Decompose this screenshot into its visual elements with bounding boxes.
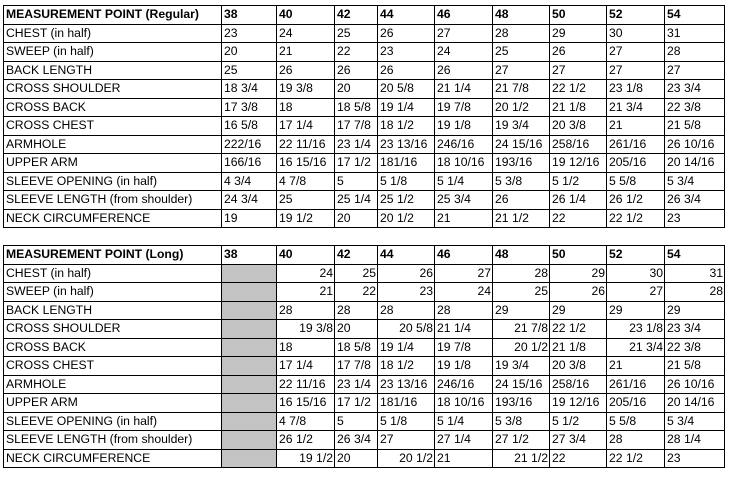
size-54-value: 23 [665,449,725,468]
measurement-point-label: ARMHOLE [4,135,222,154]
size-48-value: 27 1/2 [493,431,550,450]
size-38-value [222,412,277,431]
size-50-value: 5 1/2 [550,412,607,431]
size-50-value: 5 1/2 [550,172,607,191]
regular-header-size-38: 38 [222,6,277,25]
long-header-size-52: 52 [607,246,665,265]
measurement-point-label: CROSS BACK [4,338,222,357]
size-52-value: 28 [607,431,665,450]
size-40-value: 24 [277,264,335,283]
size-46-value: 19 7/8 [435,98,493,117]
table-row [4,154,725,173]
size-48-value: 25 [493,283,550,302]
table-row [4,449,725,468]
size-38-value: 24 3/4 [222,191,277,210]
size-46-value: 5 1/4 [435,172,493,191]
size-44-value: 5 1/8 [378,412,435,431]
size-48-value: 28 [493,264,550,283]
size-52-value: 23 1/8 [607,320,665,339]
size-48-value: 29 [493,301,550,320]
size-42-value: 17 1/2 [335,154,378,173]
size-44-value: 26 [378,61,435,80]
size-46-value: 27 [435,24,493,43]
size-52-value: 27 [607,61,665,80]
long-header-size-38: 38 [222,246,277,265]
size-52-value: 30 [607,264,665,283]
size-44-value: 19 1/4 [378,98,435,117]
size-38-value [222,449,277,468]
size-48-value: 21 1/2 [493,449,550,468]
size-52-value: 30 [607,24,665,43]
size-46-value: 246/16 [435,135,493,154]
size-38-value [222,431,277,450]
size-50-value: 22 1/2 [550,320,607,339]
size-54-value: 23 3/4 [665,80,725,99]
size-48-value: 20 1/2 [493,98,550,117]
size-44-value: 20 5/8 [378,80,435,99]
size-44-value: 19 1/4 [378,338,435,357]
measurement-point-label: ARMHOLE [4,375,222,394]
size-46-value: 24 [435,283,493,302]
size-50-value: 26 [550,43,607,62]
size-44-value: 181/16 [378,394,435,413]
size-42-value: 5 [335,412,378,431]
regular-header-size-42: 42 [335,6,378,25]
size-46-value: 21 [435,209,493,228]
table-row [4,191,725,210]
size-46-value: 19 1/8 [435,117,493,136]
size-50-value: 258/16 [550,135,607,154]
size-50-value: 20 3/8 [550,117,607,136]
size-52-value: 27 [607,43,665,62]
size-48-value: 5 3/8 [493,172,550,191]
measurement-point-label: NECK CIRCUMFERENCE [4,449,222,468]
size-54-value: 23 [665,209,725,228]
table-row [4,80,725,99]
measurement-point-label: BACK LENGTH [4,301,222,320]
size-46-value: 28 [435,301,493,320]
size-42-value: 23 1/4 [335,135,378,154]
table-row [4,301,725,320]
size-48-value: 21 7/8 [493,320,550,339]
measurement-point-label: SWEEP (in half) [4,43,222,62]
size-40-value: 22 11/16 [277,135,335,154]
size-52-value: 22 1/2 [607,209,665,228]
size-42-value: 25 1/4 [335,191,378,210]
size-46-value: 18 10/16 [435,154,493,173]
size-50-value: 26 [550,283,607,302]
regular-header-size-48: 48 [493,6,550,25]
size-46-value: 18 10/16 [435,394,493,413]
size-38-value [222,320,277,339]
table-row [4,61,725,80]
size-44-value: 23 13/16 [378,135,435,154]
size-54-value: 21 5/8 [665,117,725,136]
size-44-value: 18 1/2 [378,117,435,136]
size-38-value: 19 [222,209,277,228]
size-54-value: 20 14/16 [665,154,725,173]
size-52-value: 261/16 [607,375,665,394]
size-48-value: 19 3/4 [493,357,550,376]
size-50-value: 27 [550,61,607,80]
size-40-value: 21 [277,43,335,62]
regular-table-body [4,24,725,228]
size-48-value: 193/16 [493,394,550,413]
size-46-value: 26 [435,61,493,80]
size-44-value: 23 [378,283,435,302]
size-44-value: 28 [378,301,435,320]
size-48-value: 27 [493,61,550,80]
size-42-value: 18 5/8 [335,98,378,117]
long-header-size-54: 54 [665,246,725,265]
long-header-label: MEASUREMENT POINT (Long) [4,246,222,265]
size-54-value: 5 3/4 [665,172,725,191]
size-44-value: 27 [378,431,435,450]
size-40-value: 4 7/8 [277,412,335,431]
regular-header-size-52: 52 [607,6,665,25]
size-48-value: 20 1/2 [493,338,550,357]
long-header-size-46: 46 [435,246,493,265]
size-48-value: 28 [493,24,550,43]
regular-header-size-46: 46 [435,6,493,25]
size-48-value: 24 15/16 [493,375,550,394]
size-46-value: 19 1/8 [435,357,493,376]
table-row [4,117,725,136]
size-38-value: 20 [222,43,277,62]
size-54-value: 23 3/4 [665,320,725,339]
measurement-point-label: CROSS CHEST [4,357,222,376]
size-50-value: 258/16 [550,375,607,394]
size-44-value: 20 1/2 [378,209,435,228]
size-52-value: 23 1/8 [607,80,665,99]
size-38-value [222,283,277,302]
size-38-value: 222/16 [222,135,277,154]
long-header-size-42: 42 [335,246,378,265]
size-48-value: 19 3/4 [493,117,550,136]
size-52-value: 27 [607,283,665,302]
size-50-value: 19 12/16 [550,154,607,173]
regular-header-size-40: 40 [277,6,335,25]
size-46-value: 19 7/8 [435,338,493,357]
measurement-point-label: CHEST (in half) [4,264,222,283]
size-40-value: 16 15/16 [277,394,335,413]
size-46-value: 21 [435,449,493,468]
measurement-point-label: CHEST (in half) [4,24,222,43]
size-44-value: 26 [378,24,435,43]
size-40-value: 26 [277,61,335,80]
size-48-value: 26 [493,191,550,210]
size-38-value: 166/16 [222,154,277,173]
size-50-value: 26 1/4 [550,191,607,210]
size-46-value: 24 [435,43,493,62]
size-52-value: 21 3/4 [607,98,665,117]
size-54-value: 29 [665,301,725,320]
size-40-value: 19 3/8 [277,80,335,99]
size-50-value: 21 1/8 [550,338,607,357]
size-50-value: 29 [550,301,607,320]
size-54-value: 28 [665,43,725,62]
size-40-value: 16 15/16 [277,154,335,173]
table-row [4,431,725,450]
measurement-point-label: SWEEP (in half) [4,283,222,302]
size-38-value: 4 3/4 [222,172,277,191]
size-44-value: 18 1/2 [378,357,435,376]
size-40-value: 19 1/2 [277,449,335,468]
measurement-point-label: CROSS SHOULDER [4,80,222,99]
size-48-value: 21 1/2 [493,209,550,228]
size-40-value: 28 [277,301,335,320]
size-42-value: 25 [335,24,378,43]
size-42-value: 26 3/4 [335,431,378,450]
size-54-value: 27 [665,61,725,80]
size-38-value: 16 5/8 [222,117,277,136]
size-50-value: 20 3/8 [550,357,607,376]
measurement-point-label: SLEEVE OPENING (in half) [4,412,222,431]
size-44-value: 5 1/8 [378,172,435,191]
size-46-value: 27 1/4 [435,431,493,450]
size-42-value: 20 [335,80,378,99]
size-42-value: 20 [335,320,378,339]
table-row [4,394,725,413]
measurement-point-label: SLEEVE LENGTH (from shoulder) [4,431,222,450]
table-row [4,43,725,62]
size-40-value: 24 [277,24,335,43]
size-54-value: 28 [665,283,725,302]
size-38-value [222,394,277,413]
size-50-value: 27 3/4 [550,431,607,450]
size-48-value: 25 [493,43,550,62]
size-44-value: 20 1/2 [378,449,435,468]
size-38-value: 17 3/8 [222,98,277,117]
size-50-value: 29 [550,24,607,43]
size-42-value: 5 [335,172,378,191]
size-52-value: 22 1/2 [607,449,665,468]
long-header-size-48: 48 [493,246,550,265]
measurement-point-label: UPPER ARM [4,154,222,173]
size-44-value: 20 5/8 [378,320,435,339]
measurement-point-label: NECK CIRCUMFERENCE [4,209,222,228]
size-54-value: 22 3/8 [665,98,725,117]
table-row [4,320,725,339]
size-50-value: 29 [550,264,607,283]
regular-header-size-50: 50 [550,6,607,25]
regular-size-table [3,5,725,228]
size-40-value: 17 1/4 [277,357,335,376]
size-48-value: 5 3/8 [493,412,550,431]
size-40-value: 18 [277,338,335,357]
measurement-point-label: CROSS SHOULDER [4,320,222,339]
size-38-value [222,301,277,320]
size-44-value: 181/16 [378,154,435,173]
measurement-point-label: SLEEVE OPENING (in half) [4,172,222,191]
size-44-value: 23 13/16 [378,375,435,394]
size-42-value: 17 7/8 [335,117,378,136]
size-52-value: 21 [607,357,665,376]
long-table-body [4,264,725,468]
size-54-value: 26 3/4 [665,191,725,210]
measurement-point-label: BACK LENGTH [4,61,222,80]
size-40-value: 19 3/8 [277,320,335,339]
size-54-value: 5 3/4 [665,412,725,431]
size-46-value: 27 [435,264,493,283]
size-46-value: 21 1/4 [435,320,493,339]
measurement-point-label: CROSS BACK [4,98,222,117]
table-row [4,98,725,117]
size-42-value: 22 [335,43,378,62]
size-40-value: 21 [277,283,335,302]
size-40-value: 22 11/16 [277,375,335,394]
table-row [4,135,725,154]
size-50-value: 22 [550,449,607,468]
size-42-value: 17 1/2 [335,394,378,413]
size-42-value: 20 [335,209,378,228]
size-54-value: 22 3/8 [665,338,725,357]
size-52-value: 5 5/8 [607,412,665,431]
size-40-value: 26 1/2 [277,431,335,450]
table-row [4,264,725,283]
size-42-value: 25 [335,264,378,283]
size-48-value: 193/16 [493,154,550,173]
table-row [4,283,725,302]
size-52-value: 205/16 [607,394,665,413]
size-46-value: 21 1/4 [435,80,493,99]
size-46-value: 246/16 [435,375,493,394]
measurement-point-label: SLEEVE LENGTH (from shoulder) [4,191,222,210]
size-38-value: 25 [222,61,277,80]
size-54-value: 26 10/16 [665,135,725,154]
size-52-value: 26 1/2 [607,191,665,210]
measurement-point-label: UPPER ARM [4,394,222,413]
regular-header-row [4,6,725,25]
size-54-value: 21 5/8 [665,357,725,376]
size-38-value [222,375,277,394]
size-42-value: 22 [335,283,378,302]
size-52-value: 5 5/8 [607,172,665,191]
long-header-size-40: 40 [277,246,335,265]
long-header-row [4,246,725,265]
size-42-value: 26 [335,61,378,80]
size-52-value: 261/16 [607,135,665,154]
size-42-value: 23 1/4 [335,375,378,394]
size-52-value: 21 [607,117,665,136]
size-40-value: 4 7/8 [277,172,335,191]
size-38-value: 23 [222,24,277,43]
size-42-value: 20 [335,449,378,468]
long-header-size-44: 44 [378,246,435,265]
size-38-value: 18 3/4 [222,80,277,99]
size-38-value [222,357,277,376]
size-42-value: 28 [335,301,378,320]
table-row [4,338,725,357]
size-54-value: 28 1/4 [665,431,725,450]
size-42-value: 17 7/8 [335,357,378,376]
size-46-value: 25 3/4 [435,191,493,210]
size-40-value: 18 [277,98,335,117]
size-40-value: 17 1/4 [277,117,335,136]
table-row [4,412,725,431]
size-54-value: 31 [665,264,725,283]
size-42-value: 18 5/8 [335,338,378,357]
size-52-value: 205/16 [607,154,665,173]
size-54-value: 26 10/16 [665,375,725,394]
regular-header-label: MEASUREMENT POINT (Regular) [4,6,222,25]
long-size-table [3,245,725,468]
size-52-value: 21 3/4 [607,338,665,357]
regular-header-size-44: 44 [378,6,435,25]
size-46-value: 5 1/4 [435,412,493,431]
table-row [4,357,725,376]
measurement-point-label: CROSS CHEST [4,117,222,136]
size-38-value [222,264,277,283]
table-row [4,24,725,43]
size-48-value: 21 7/8 [493,80,550,99]
size-54-value: 31 [665,24,725,43]
table-row [4,209,725,228]
size-54-value: 20 14/16 [665,394,725,413]
size-50-value: 22 1/2 [550,80,607,99]
size-40-value: 19 1/2 [277,209,335,228]
size-50-value: 22 [550,209,607,228]
table-row [4,172,725,191]
table-row [4,375,725,394]
size-50-value: 19 12/16 [550,394,607,413]
size-44-value: 26 [378,264,435,283]
size-44-value: 23 [378,43,435,62]
long-header-size-50: 50 [550,246,607,265]
size-38-value [222,338,277,357]
size-50-value: 21 1/8 [550,98,607,117]
size-40-value: 25 [277,191,335,210]
size-48-value: 24 15/16 [493,135,550,154]
size-52-value: 29 [607,301,665,320]
regular-header-size-54: 54 [665,6,725,25]
size-44-value: 25 1/2 [378,191,435,210]
